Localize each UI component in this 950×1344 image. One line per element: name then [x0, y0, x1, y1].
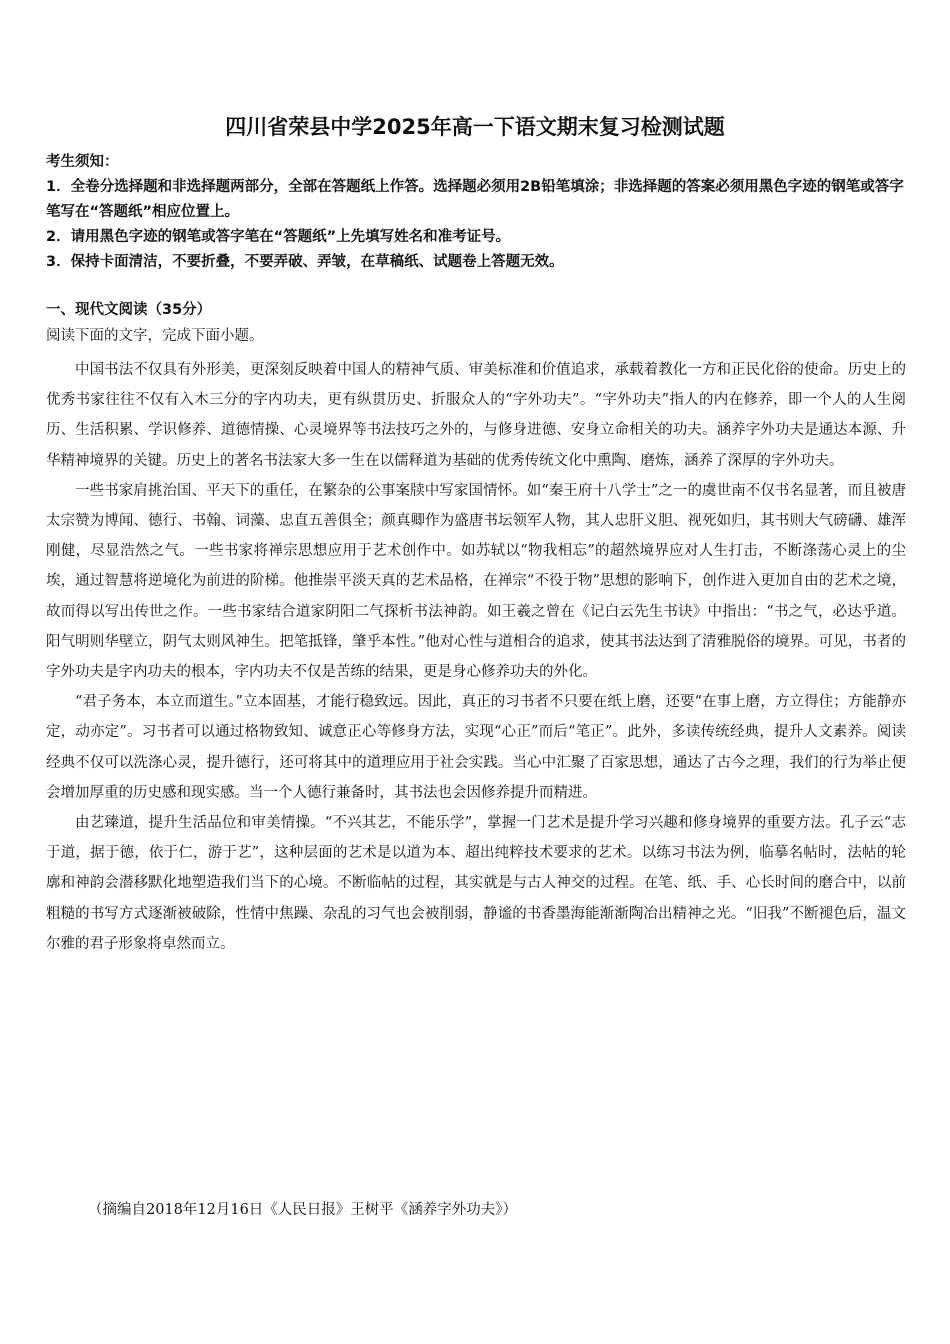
passage-source: （摘编自2018年12月16日《人民日报》王树平《涵养字外功夫》）: [88, 1202, 518, 1218]
section-instruction: 阅读下面的文字，完成下面小题。: [46, 328, 264, 344]
section-heading: 一、现代文阅读（35分）: [46, 302, 212, 318]
candidate-notice: [46, 150, 906, 275]
passage-paragraph: 一些书家肩挑治国、平天下的重任，在繁杂的公事案牍中写家国情怀。如“秦王府十八学士”之一的虞世南不仅书名显著，而且被唐太宗赞为博闻、德行、书翰、词藻、忠直五善俱全；颜真卿作为盛唐书坛领军人物，其人忠肝义胆、视死如归，其书则大气磅礴、雄浑刚健，尽显浩然之气。一些书家将禅宗思想应用于艺术创作中。如苏轼以“物我相忘”的超然境界应对人生打击，不断涤荡心灵上的尘埃，通过智慧将逆境化为前进的阶梯。他推崇平淡天真的艺术品格，在禅宗“不役于物”思想的影响下，创作进入更加自由的艺术之境，故而得以写出传世之作。一些书家结合道家阴阳二气探析书法神韵。如王羲之曾在《记白云先生书诀》中指出：“书之气，必达乎道。阳气明则华壁立，阴气太则风神生。把笔抵锋，肇乎本性。”他对心性与道相合的追求，使其书法达到了清雅脱俗的境界。可见，书者的字外功夫是字内功夫的根本，字内功夫不仅是苦练的结果，更是身心修养功夫的外化。: [46, 482, 906, 681]
passage-paragraph: 中国书法不仅具有外形美，更深刻反映着中国人的精神气质、审美标准和价值追求，承载着教化一方和正民化俗的使命。历史上的优秀书家往往不仅有入木三分的字内功夫，更有纵贯历史、折服众人的“字外功夫”。“字外功夫”指人的内在修养，即一个人的人生阅历、生活积累、学识修养、道德情操、心灵境界等书法技巧之外的，与修身进德、安身立命相关的功夫。涵养字外功夫是通达本源、升华精神境界的关键。历史上的著名书法家大多一生在以儒释道为基础的优秀传统文化中熏陶、磨炼，涵养了深厚的字外功夫。: [46, 362, 906, 469]
exam-title: 四川省荣县中学2025年高一下语文期末复习检测试题: [225, 115, 725, 139]
notice-item: 1．全卷分选择题和非选择题两部分，全部在答题纸上作答。选择题必须用2B铅笔填涂；非选择题的答案必须用黑色字迹的钢笔或答字笔写在“答题纸”相应位置上。: [46, 179, 904, 220]
notice-heading: 考生须知：: [46, 154, 119, 170]
notice-item: 3．保持卡面清洁，不要折叠，不要弄破、弄皱，在草稿纸、试题卷上答题无效。: [46, 254, 564, 270]
reading-passage: [46, 355, 906, 959]
passage-paragraph: “君子务本，本立而道生。”立本固基，才能行稳致远。因此，真正的习书者不只要在纸上磨，还要“在事上磨，方立得住；方能静亦定，动亦定”。习书者可以通过格物致知、诚意正心等修身方法，实现“心正”而后“笔正”。此外，多读传统经典，提升人文素养。阅读经典不仅可以洗涤心灵，提升德行，还可将其中的道理应用于社会实践。当心中汇聚了百家思想，通达了古今之理，我们的行为举止便会增加厚重的历史感和现实感。当一个人德行兼备时，其书法也会因修养提升而精进。: [46, 694, 906, 801]
notice-item: 2．请用黑色字迹的钢笔或答字笔在“答题纸”上先填写姓名和准考证号。: [46, 229, 511, 245]
passage-paragraph: 由艺臻道，提升生活品位和审美情操。“不兴其艺，不能乐学”，掌握一门艺术是提升学习兴趣和修身境界的重要方法。孔子云“志于道，据于德，依于仁，游于艺”，这种层面的艺术是以道为本、超出纯粹技术要求的艺术。以练习书法为例，临摹名帖时，法帖的轮廓和神韵会潜移默化地塑造我们当下的心境。不断临帖的过程，其实就是与古人神交的过程。在笔、纸、手、心长时间的磨合中，以前粗糙的书写方式逐渐被破除，性情中焦躁、杂乱的习气也会被削弱，静谧的书香墨海能渐渐陶冶出精神之光。“旧我”不断褪色后，温文尔雅的君子形象将卓然而立。: [46, 815, 906, 952]
